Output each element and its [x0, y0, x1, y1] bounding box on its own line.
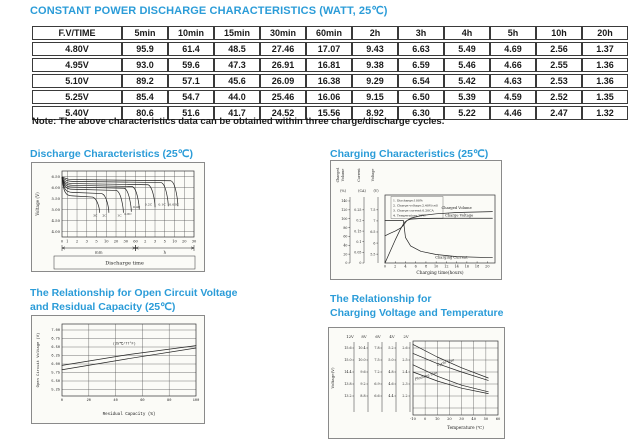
- svg-text:12: 12: [444, 264, 449, 269]
- svg-text:0: 0: [60, 399, 64, 403]
- svg-text:0.6C: 0.6C: [124, 211, 132, 216]
- svg-text:40: 40: [471, 417, 477, 421]
- value-cell: 9.29: [352, 74, 398, 88]
- svg-text:h: h: [163, 249, 167, 255]
- value-cell: 6.59: [398, 58, 444, 72]
- table-header-cell: 5min: [122, 26, 168, 40]
- value-cell: 51.6: [168, 106, 214, 120]
- svg-text:5: 5: [163, 239, 166, 244]
- value-cell: 2.53: [536, 74, 582, 88]
- svg-text:0.1: 0.1: [356, 239, 362, 244]
- value-cell: 5.22: [444, 106, 490, 120]
- value-cell: 24.52: [260, 106, 306, 120]
- svg-text:1: 1: [66, 239, 69, 244]
- svg-text:20: 20: [86, 399, 91, 403]
- svg-text:10.0: 10.0: [358, 358, 366, 363]
- value-cell: 15.56: [306, 106, 352, 120]
- cvt-chart-title: [330, 292, 503, 320]
- value-cell: 5.39: [444, 90, 490, 104]
- svg-text:2: 2: [75, 239, 79, 244]
- svg-text:7.00: 7.00: [51, 329, 60, 334]
- svg-text:2.3: 2.3: [402, 382, 408, 387]
- svg-text:0.05: 0.05: [354, 250, 362, 255]
- svg-text:8.8: 8.8: [360, 394, 366, 399]
- table-row: [32, 58, 628, 72]
- value-cell: 16.81: [306, 58, 352, 72]
- svg-text:100: 100: [341, 216, 348, 221]
- svg-text:0.1C: 0.1C: [158, 202, 166, 207]
- value-cell: 85.4: [122, 90, 168, 104]
- svg-text:(V): (V): [373, 189, 379, 193]
- value-cell: 1.36: [582, 74, 628, 88]
- svg-text:0.2C: 0.2C: [144, 202, 153, 207]
- svg-text:60: 60: [140, 399, 145, 403]
- discharge-chart-title: Discharge Characteristics (25℃): [30, 148, 193, 160]
- svg-text:Charging time(hours): Charging time(hours): [416, 271, 464, 276]
- svg-text:6.6: 6.6: [374, 394, 380, 399]
- value-cell: 2.52: [536, 90, 582, 104]
- svg-text:5.0: 5.0: [388, 358, 394, 363]
- value-cell: 9.38: [352, 58, 398, 72]
- svg-text:13.2: 13.2: [344, 394, 352, 399]
- svg-text:2. Charge voltage:2.40V/cell: 2. Charge voltage:2.40V/cell: [393, 203, 438, 208]
- fv-cell: 4.95V: [32, 58, 122, 72]
- value-cell: 2.56: [536, 42, 582, 56]
- svg-text:Charged: Charged: [336, 167, 340, 183]
- svg-text:20: 20: [181, 239, 187, 244]
- value-cell: 1.36: [582, 58, 628, 72]
- svg-text:Open Circuit Voltage (V): Open Circuit Voltage (V): [37, 332, 41, 388]
- svg-text:min: min: [94, 249, 103, 255]
- discharge-chart-box: [31, 162, 205, 272]
- svg-text:0.25: 0.25: [354, 208, 362, 213]
- svg-text:0: 0: [423, 417, 427, 421]
- table-header-cell: 10h: [536, 26, 582, 40]
- svg-text:5.00: 5.00: [51, 206, 60, 212]
- svg-text:10.4: 10.4: [358, 346, 366, 351]
- svg-text:2C: 2C: [102, 213, 107, 218]
- value-cell: 4.63: [490, 74, 536, 88]
- svg-text:7.5: 7.5: [374, 358, 380, 363]
- svg-text:10: 10: [434, 417, 440, 421]
- svg-text:(25℃/77°F): (25℃/77°F): [112, 342, 136, 347]
- svg-text:2: 2: [144, 239, 147, 244]
- svg-text:6.25: 6.25: [51, 354, 60, 359]
- value-cell: 4.66: [490, 58, 536, 72]
- svg-text:Charged Volume: Charged Volume: [441, 206, 472, 210]
- value-cell: 9.15: [352, 90, 398, 104]
- svg-text:1. Discharge:100%: 1. Discharge:100%: [393, 198, 423, 203]
- svg-text:30: 30: [123, 239, 129, 244]
- svg-text:60: 60: [133, 239, 138, 244]
- value-cell: 89.2: [122, 74, 168, 88]
- svg-text:5.50: 5.50: [51, 195, 60, 201]
- table-header-cell: 60min: [306, 26, 352, 40]
- svg-text:4.6: 4.6: [388, 382, 394, 387]
- svg-text:120: 120: [341, 208, 348, 213]
- svg-text:4. Temperature:25℃: 4. Temperature:25℃: [393, 213, 426, 218]
- svg-text:10: 10: [433, 264, 439, 269]
- svg-text:Voltage(V): Voltage(V): [330, 367, 335, 389]
- svg-text:0: 0: [60, 239, 64, 244]
- svg-text:18: 18: [474, 264, 480, 269]
- svg-text:15.6: 15.6: [344, 346, 352, 351]
- value-cell: 57.1: [168, 74, 214, 88]
- value-cell: 6.63: [398, 42, 444, 56]
- cvt-title-line2: Charging Voltage and Temperature: [330, 307, 504, 319]
- svg-text:Discharge time: Discharge time: [105, 260, 144, 267]
- value-cell: 6.50: [398, 90, 444, 104]
- svg-text:0: 0: [345, 261, 348, 266]
- fv-cell: 5.10V: [32, 74, 122, 88]
- charging-chart-title: Charging Characteristics (25℃): [330, 148, 489, 160]
- value-cell: 45.6: [214, 74, 260, 88]
- value-cell: 9.43: [352, 42, 398, 56]
- svg-text:Cycle Use: Cycle Use: [436, 358, 455, 368]
- svg-text:2.5: 2.5: [402, 358, 408, 363]
- fv-cell: 5.25V: [32, 90, 122, 104]
- value-cell: 25.46: [260, 90, 306, 104]
- svg-text:20: 20: [447, 417, 452, 421]
- table-header-cell: 2h: [352, 26, 398, 40]
- svg-text:10: 10: [103, 239, 109, 244]
- value-cell: 48.5: [214, 42, 260, 56]
- svg-text:2: 2: [394, 264, 397, 269]
- table-header-cell: 3h: [398, 26, 444, 40]
- svg-text:40: 40: [343, 243, 348, 248]
- svg-text:16: 16: [464, 264, 470, 269]
- table-row: [32, 90, 628, 104]
- svg-text:80: 80: [343, 225, 348, 230]
- svg-text:4.00: 4.00: [51, 228, 60, 234]
- value-cell: 1.35: [582, 90, 628, 104]
- svg-text:6.50: 6.50: [51, 173, 60, 179]
- value-cell: 5.46: [444, 58, 490, 72]
- svg-text:20: 20: [343, 252, 348, 257]
- value-cell: 5.49: [444, 42, 490, 56]
- svg-text:Residual Capacity (%): Residual Capacity (%): [102, 413, 156, 417]
- ocv-chart-box: [31, 315, 205, 424]
- table-body: [32, 42, 628, 120]
- svg-text:14: 14: [454, 264, 459, 269]
- svg-text:20: 20: [485, 264, 490, 269]
- svg-text:10: 10: [172, 239, 177, 244]
- ocv-chart-title: [30, 286, 238, 314]
- value-cell: 2.55: [536, 58, 582, 72]
- svg-text:0.2: 0.2: [356, 218, 362, 223]
- svg-text:7.8: 7.8: [374, 346, 380, 351]
- svg-text:2V: 2V: [403, 334, 409, 339]
- svg-text:50: 50: [483, 417, 489, 421]
- svg-text:Temperature (℃): Temperature (℃): [447, 425, 484, 430]
- svg-text:5: 5: [95, 239, 98, 244]
- value-cell: 1.32: [582, 106, 628, 120]
- value-cell: 54.7: [168, 90, 214, 104]
- svg-text:5.75: 5.75: [51, 371, 60, 376]
- svg-text:14.4: 14.4: [344, 370, 352, 375]
- svg-text:5.25: 5.25: [51, 388, 60, 393]
- fv-cell: 4.80V: [32, 42, 122, 56]
- ocv-title-line1: The Relationship for Open Circuit Voltage: [30, 287, 238, 299]
- svg-text:1C: 1C: [117, 213, 122, 218]
- value-cell: 26.91: [260, 58, 306, 72]
- svg-text:Charge Voltage: Charge Voltage: [445, 213, 474, 218]
- value-cell: 4.59: [490, 90, 536, 104]
- value-cell: 5.42: [444, 74, 490, 88]
- table-header-cell: 5h: [490, 26, 536, 40]
- svg-text:4.8: 4.8: [388, 370, 394, 375]
- svg-text:9.6: 9.6: [360, 370, 366, 375]
- svg-text:6.5: 6.5: [370, 230, 376, 235]
- table-header-cell: F.V/TIME: [32, 26, 122, 40]
- svg-text:3C: 3C: [93, 213, 98, 218]
- svg-text:5.5: 5.5: [370, 252, 376, 257]
- svg-text:6: 6: [414, 264, 417, 269]
- charging-chart-box: [330, 160, 502, 280]
- svg-text:Current: Current: [357, 168, 361, 182]
- value-cell: 1.37: [582, 42, 628, 56]
- svg-text:6.50: 6.50: [51, 346, 60, 351]
- value-cell: 61.4: [168, 42, 214, 56]
- svg-text:100: 100: [192, 399, 200, 403]
- svg-text:0: 0: [359, 261, 362, 266]
- svg-text:0: 0: [383, 264, 387, 269]
- value-cell: 27.46: [260, 42, 306, 56]
- value-cell: 8.92: [352, 106, 398, 120]
- value-cell: 4.69: [490, 42, 536, 56]
- svg-text:8: 8: [424, 264, 428, 269]
- value-cell: 44.0: [214, 90, 260, 104]
- svg-text:0.4C: 0.4C: [132, 205, 141, 210]
- svg-text:6.00: 6.00: [51, 363, 60, 368]
- svg-text:(CA): (CA): [358, 189, 366, 193]
- svg-text:3: 3: [153, 239, 157, 244]
- value-cell: 41.7: [214, 106, 260, 120]
- svg-text:6: 6: [373, 241, 376, 246]
- svg-text:5.2: 5.2: [388, 346, 394, 351]
- table-header-row: [32, 26, 628, 40]
- svg-text:0.05C: 0.05C: [169, 202, 179, 207]
- svg-text:6.75: 6.75: [51, 337, 60, 342]
- value-cell: 6.30: [398, 106, 444, 120]
- fv-cell: 5.40V: [32, 106, 122, 120]
- svg-text:2.6: 2.6: [402, 346, 408, 351]
- value-cell: 4.46: [490, 106, 536, 120]
- svg-text:30: 30: [191, 239, 197, 244]
- discharge-chart-svg: [32, 163, 204, 271]
- svg-text:140: 140: [341, 199, 348, 204]
- svg-text:6V: 6V: [375, 334, 381, 339]
- svg-text:-10: -10: [410, 417, 416, 421]
- svg-text:Voltage (V): Voltage (V): [35, 192, 40, 216]
- table-header-cell: 4h: [444, 26, 490, 40]
- value-cell: 17.07: [306, 42, 352, 56]
- table-header-cell: 30min: [260, 26, 306, 40]
- svg-text:30: 30: [459, 417, 464, 421]
- svg-text:3. Charge current:0.20CA: 3. Charge current:0.20CA: [393, 208, 434, 213]
- value-cell: 93.0: [122, 58, 168, 72]
- svg-text:12V: 12V: [346, 334, 354, 339]
- value-cell: 95.9: [122, 42, 168, 56]
- svg-text:5.50: 5.50: [51, 380, 60, 385]
- table-header-cell: 10min: [168, 26, 214, 40]
- value-cell: 47.3: [214, 58, 260, 72]
- svg-text:4.50: 4.50: [51, 217, 60, 223]
- svg-text:60: 60: [343, 234, 348, 239]
- svg-text:20: 20: [113, 239, 119, 244]
- cvt-title-line1: The Relationship for: [330, 293, 432, 305]
- svg-text:7.5: 7.5: [370, 208, 376, 213]
- svg-text:2.4: 2.4: [402, 370, 408, 375]
- svg-text:6.00: 6.00: [51, 184, 60, 190]
- value-cell: 80.6: [122, 106, 168, 120]
- svg-text:Charging Current: Charging Current: [435, 255, 468, 260]
- svg-text:7: 7: [373, 219, 376, 224]
- table-header-cell: 15min: [214, 26, 260, 40]
- table-row: [32, 74, 628, 88]
- ocv-chart-svg: [32, 316, 204, 423]
- svg-text:6.9: 6.9: [374, 382, 380, 387]
- page-title: CONSTANT POWER DISCHARGE CHARACTERISTICS (WATT, 25℃): [30, 5, 388, 17]
- svg-text:2.2: 2.2: [402, 394, 408, 399]
- charging-chart-svg: [331, 161, 501, 279]
- svg-text:Voltage: Voltage: [371, 168, 375, 182]
- svg-text:8V: 8V: [361, 334, 367, 339]
- cvt-chart-box: [328, 327, 505, 439]
- svg-text:Floating Use: Floating Use: [414, 370, 438, 382]
- svg-text:(%): (%): [340, 189, 346, 193]
- svg-text:60: 60: [495, 417, 501, 421]
- svg-text:80: 80: [167, 399, 172, 403]
- ocv-title-line2: and Residual Capacity (25℃): [30, 301, 176, 313]
- table-note: Note: The above characteristics data can be obtained within three charge/discharge cycles.: [32, 116, 445, 127]
- table-row: [32, 42, 628, 56]
- svg-text:9.2: 9.2: [360, 382, 366, 387]
- value-cell: 16.38: [306, 74, 352, 88]
- constant-power-table: [32, 24, 628, 122]
- value-cell: 26.09: [260, 74, 306, 88]
- value-cell: 6.54: [398, 74, 444, 88]
- svg-text:4.4: 4.4: [388, 394, 394, 399]
- table-header-cell: 20h: [582, 26, 628, 40]
- svg-text:4: 4: [404, 264, 407, 269]
- value-cell: 16.06: [306, 90, 352, 104]
- value-cell: 59.6: [168, 58, 214, 72]
- svg-text:Volume: Volume: [341, 168, 345, 182]
- svg-text:0.15: 0.15: [354, 229, 362, 234]
- svg-text:13.8: 13.8: [344, 382, 352, 387]
- svg-text:15.0: 15.0: [344, 358, 352, 363]
- cvt-chart-svg: [329, 328, 504, 438]
- svg-text:40: 40: [113, 399, 118, 403]
- svg-text:7.2: 7.2: [374, 370, 380, 375]
- svg-text:4V: 4V: [389, 334, 395, 339]
- value-cell: 2.47: [536, 106, 582, 120]
- svg-text:3: 3: [85, 239, 88, 244]
